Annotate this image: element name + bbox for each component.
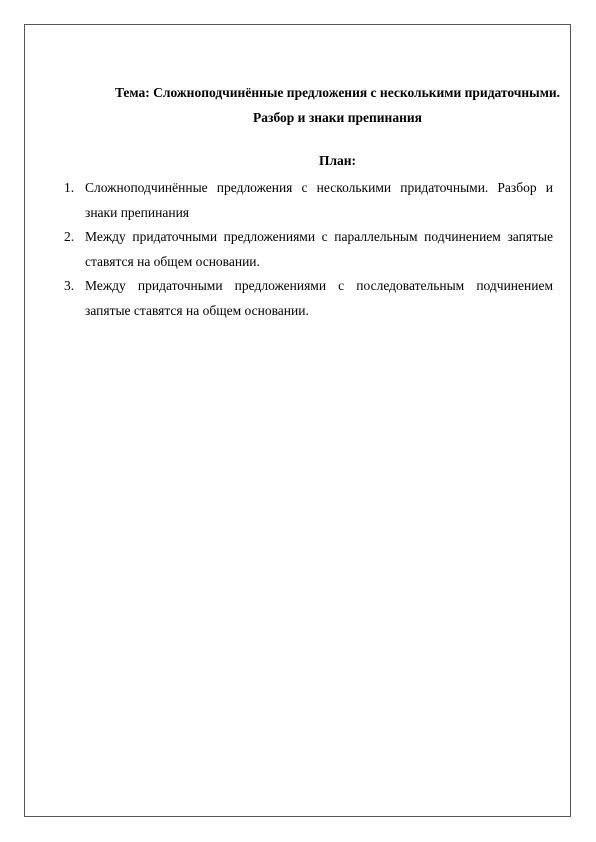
list-item-number: 1. (64, 180, 75, 195)
list-item-number: 2. (64, 229, 75, 244)
list-item-text: Сложноподчинённые предложения с несколькими придаточными. Разбор и знаки препинания (85, 180, 553, 220)
list-item-text: Между придаточными предложениями с последовательным подчинением запятые ставятся на общем основании. (85, 278, 553, 318)
page-border (24, 24, 571, 817)
plan-list (64, 176, 553, 323)
list-item (64, 274, 553, 323)
document-title: Тема: Сложноподчинённые предложения с несколькими придаточными. Разбор и знаки препинания (114, 85, 561, 125)
list-item-text: Между придаточными предложениями с параллельным подчинением запятые ставятся на общем основании. (85, 229, 553, 269)
list-item (64, 176, 553, 225)
list-item-number: 3. (64, 278, 75, 293)
list-item (64, 225, 553, 274)
plan-heading: План: (318, 153, 357, 168)
